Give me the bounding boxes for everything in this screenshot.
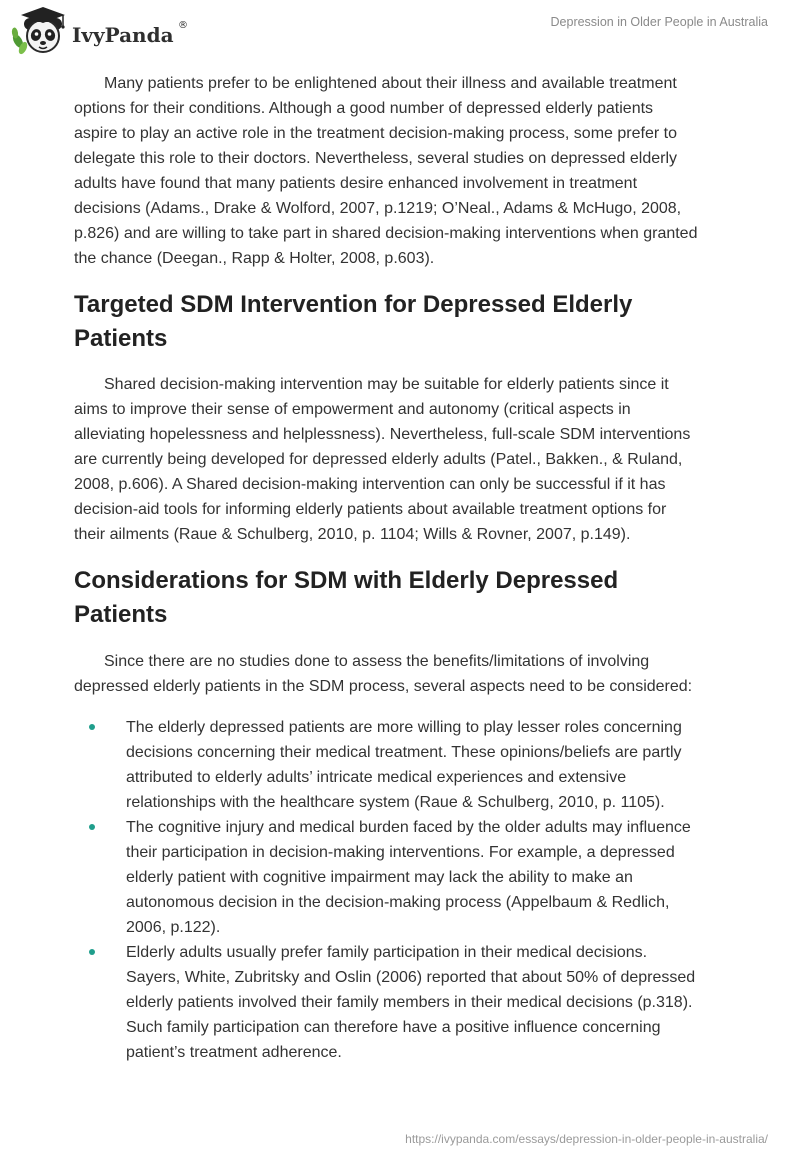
paragraph-line: adults have found that many patients desire enhanced involvement in treatment bbox=[74, 175, 638, 192]
list-item-line: patient’s treatment adherence. bbox=[126, 1044, 342, 1061]
list-item-line: elderly patient with cognitive impairment may lack the ability to make an bbox=[126, 869, 633, 886]
heading-line: Targeted SDM Intervention for Depressed Elderly bbox=[74, 291, 633, 318]
paragraph-line: the chance (Deegan., Rapp & Holter, 2008, p.603). bbox=[74, 250, 435, 267]
panda-logo-icon bbox=[6, 3, 68, 55]
list-item bbox=[126, 715, 786, 815]
bullet-list bbox=[126, 715, 786, 1065]
paragraph-line: alleviating hopelessness and helplessness). Nevertheless, full-scale SDM interventions bbox=[74, 426, 691, 443]
bullet-icon bbox=[89, 724, 95, 730]
list-item-line: relationships with the healthcare system (Raue & Schulberg, 2010, p. 1105). bbox=[126, 794, 665, 811]
section-heading bbox=[74, 288, 774, 356]
list-item-line: The cognitive injury and medical burden faced by the older adults may influence bbox=[126, 819, 691, 836]
paragraph-line: aims to improve their sense of empowerment and autonomy (critical aspects in bbox=[74, 401, 631, 418]
list-item bbox=[126, 815, 786, 940]
paragraph-line: decisions (Adams., Drake & Wolford, 2007, p.1219; O’Neal., Adams & McHugo, 2008, bbox=[74, 200, 682, 217]
heading-line: Patients bbox=[74, 601, 168, 628]
list-item-line: Elderly adults usually prefer family participation in their medical decisions. bbox=[126, 944, 648, 961]
paragraph-line: p.826) and are willing to take part in shared decision-making interventions when granted bbox=[74, 225, 698, 242]
list-item-line: Sayers, White, Zubritsky and Oslin (2006) reported that about 50% of depressed bbox=[126, 969, 696, 986]
registered-mark: ® bbox=[178, 20, 188, 31]
paragraph-line: Since there are no studies done to assess the benefits/limitations of involving bbox=[104, 653, 650, 670]
list-item-line: their participation in decision-making interventions. For example, a depressed bbox=[126, 844, 675, 861]
list-item-line: Such family participation can therefore have a positive influence concerning bbox=[126, 1019, 661, 1036]
list-item-line: The elderly depressed patients are more willing to play lesser roles concerning bbox=[126, 719, 682, 736]
heading-line: Patients bbox=[74, 325, 168, 352]
section-heading bbox=[74, 564, 774, 632]
paragraph-line: aspire to play an active role in the treatment decision-making process, some prefer to bbox=[74, 125, 677, 142]
source-url: https://ivypanda.com/essays/depression-in-older-people-in-australia/ bbox=[405, 1132, 768, 1146]
paragraph-line: Many patients prefer to be enlightened about their illness and available treatment bbox=[104, 75, 677, 92]
heading-line: Considerations for SDM with Elderly Depressed bbox=[74, 567, 619, 594]
document-title: Depression in Older People in Australia bbox=[550, 15, 768, 29]
list-item-line: 2006, p.122). bbox=[126, 919, 221, 936]
list-item-line: decisions concerning their medical treatment. These opinions/beliefs are partly bbox=[126, 744, 682, 761]
bullet-icon bbox=[89, 949, 95, 955]
paragraph bbox=[74, 71, 774, 271]
paragraph bbox=[74, 649, 774, 699]
bullet-icon bbox=[89, 824, 95, 830]
paragraph-line: 2008, p.606). A Shared decision-making intervention can only be successful if it has bbox=[74, 476, 666, 493]
paragraph-line: options for their conditions. Although a good number of depressed elderly patients bbox=[74, 100, 654, 117]
paragraph-line: decision-aid tools for informing elderly patients about available treatment options for bbox=[74, 501, 667, 518]
paragraph-line: their ailments (Raue & Schulberg, 2010, p. 1104; Wills & Rovner, 2007, p.149). bbox=[74, 526, 631, 543]
list-item bbox=[126, 940, 786, 1065]
list-item-line: autonomous decision in the decision-making process (Appelbaum & Redlich, bbox=[126, 894, 670, 911]
list-item-line: elderly patients involved their family members in their medical decisions (p.318). bbox=[126, 994, 693, 1011]
paragraph-line: depressed elderly patients in the SDM process, several aspects need to be considered: bbox=[74, 678, 693, 695]
ivypanda-logo-link[interactable] bbox=[6, 3, 196, 53]
list-item-line: attributed to elderly adults’ intricate medical experiences and extensive bbox=[126, 769, 627, 786]
paragraph bbox=[74, 372, 774, 547]
logo-wordmark: IvyPanda bbox=[72, 23, 174, 47]
paragraph-line: are currently being developed for depressed elderly adults (Patel., Bakken., & Ruland, bbox=[74, 451, 683, 468]
paragraph-line: Shared decision-making intervention may be suitable for elderly patients since it bbox=[104, 376, 669, 393]
paragraph-line: delegate this role to their doctors. Nevertheless, several studies on depressed elderly bbox=[74, 150, 677, 167]
